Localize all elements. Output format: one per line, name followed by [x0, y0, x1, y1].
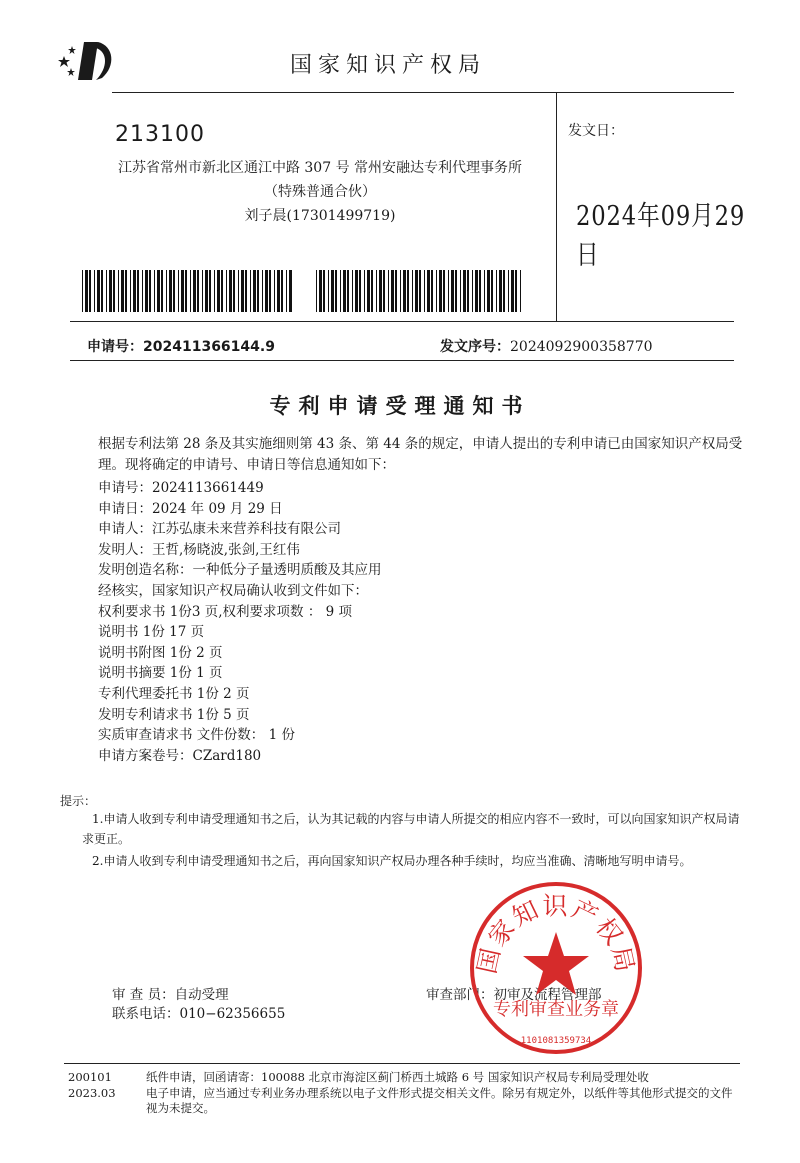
notice-line: 发明创造名称：一种低分子量透明质酸及其应用 — [98, 562, 382, 579]
notice-line: 申请日：2024 年 09 月 29 日 — [98, 500, 283, 517]
postcode: 213100 — [115, 122, 205, 147]
agency-name: 国家知识产权局 — [290, 53, 487, 78]
tip-item-2: 2.申请人收到专利申请受理通知书之后，再向国家知识产权局办理各种手续时，均应当准确、清晰地写明申请号。 — [92, 854, 692, 868]
tips-label: 提示： — [60, 794, 97, 808]
department-value: 初审及流程管理部 — [493, 987, 602, 1003]
seal-serial: 1101081359734 — [520, 1036, 592, 1046]
notice-line: 权利要求书 1份3 页,权利要求项数 ： 9 项 — [98, 603, 353, 620]
cnipa-logo-icon — [58, 38, 118, 84]
form-version: 2023.03 — [68, 1086, 116, 1100]
department-label: 审查部门： — [426, 987, 494, 1003]
tip-item-1: 1.申请人收到专利申请受理通知书之后，认为其记载的内容与申请人所提交的相应内容不一致时，可以向国家知识产权局请求更正。 — [82, 812, 740, 846]
dispatch-serial-value: 2024092900358770 — [510, 339, 653, 355]
notice-line: 申请人：江苏弘康未来营养科技有限公司 — [98, 521, 341, 538]
seal-inner-text: 专利审查业务章 — [493, 999, 619, 1020]
recipient-contact: 刘子晨(17301499719) — [244, 208, 396, 224]
notice-line: 发明人：王哲,杨晓波,张剑,王红伟 — [98, 541, 300, 558]
form-code: 200101 — [68, 1070, 112, 1084]
barcode-left — [82, 270, 292, 312]
phone-label: 联系电话： — [112, 1006, 180, 1022]
notice-line: 发明专利请求书 1份 5 页 — [98, 706, 250, 723]
column-divider — [556, 93, 557, 321]
dispatch-serial — [440, 336, 653, 356]
notice-line: 经核实，国家知识产权局确认收到文件如下： — [98, 583, 368, 599]
notice-line: 说明书摘要 1份 1 页 — [98, 665, 223, 682]
examiner — [112, 983, 229, 1003]
footer-rule — [64, 1063, 740, 1064]
application-number-label: 申请号： — [87, 339, 143, 355]
seal-star-icon — [523, 932, 589, 995]
header-rule — [112, 92, 734, 93]
barcode-right — [316, 270, 524, 312]
phone-value: 010−62356655 — [179, 1006, 286, 1022]
seal-outer-text: 国家知识产权局 — [472, 891, 640, 977]
meta-bottom-rule — [70, 360, 734, 361]
notice-line: 实质审查请求书 文件份数： 1 份 — [98, 727, 295, 744]
application-number — [87, 336, 275, 356]
dispatch-date-label: 发文日： — [568, 123, 624, 139]
official-seal — [468, 880, 644, 1056]
notice-intro: 根据专利法第 28 条及其实施细则第 43 条、第 44 条的规定，申请人提出的专利申请已由国家知识产权局受理。现将确定的申请号、申请日等信息通知如下： — [98, 436, 743, 473]
dispatch-date-stamp: 2024年09月29日 — [576, 201, 746, 271]
contact-phone — [112, 1002, 285, 1022]
notice-line: 说明书附图 1份 2 页 — [98, 644, 223, 661]
recipient-address: 江苏省常州市新北区通江中路 307 号 常州安融达专利代理事务所 — [117, 160, 523, 176]
examiner-label: 审 查 员： — [112, 987, 175, 1003]
meta-top-rule — [70, 321, 734, 322]
dispatch-serial-label: 发文序号： — [440, 339, 510, 355]
examiner-value: 自动受理 — [174, 987, 229, 1003]
notice-title: 专利申请受理通知书 — [269, 394, 531, 418]
notice-line: 申请号：2024113661449 — [98, 480, 264, 496]
footer-paper-notice: 纸件申请，回函请寄：100088 北京市海淀区蓟门桥西土城路 6 号 国家知识产权局专利局受理处收 — [146, 1070, 649, 1084]
recipient-firm-type: （特殊普通合伙） — [264, 184, 376, 200]
application-number-value: 202411366144.9 — [143, 339, 275, 355]
notice-line: 说明书 1份 17 页 — [98, 624, 205, 641]
notice-line: 专利代理委托书 1份 2 页 — [98, 686, 250, 702]
footer-electronic-notice: 电子申请，应当通过专利业务办理系统以电子文件形式提交相关文件。除另有规定外，以纸件等其他形式提交的文件视为未提交。 — [146, 1086, 733, 1115]
notice-line: 申请方案卷号：CZard180 — [98, 747, 262, 764]
